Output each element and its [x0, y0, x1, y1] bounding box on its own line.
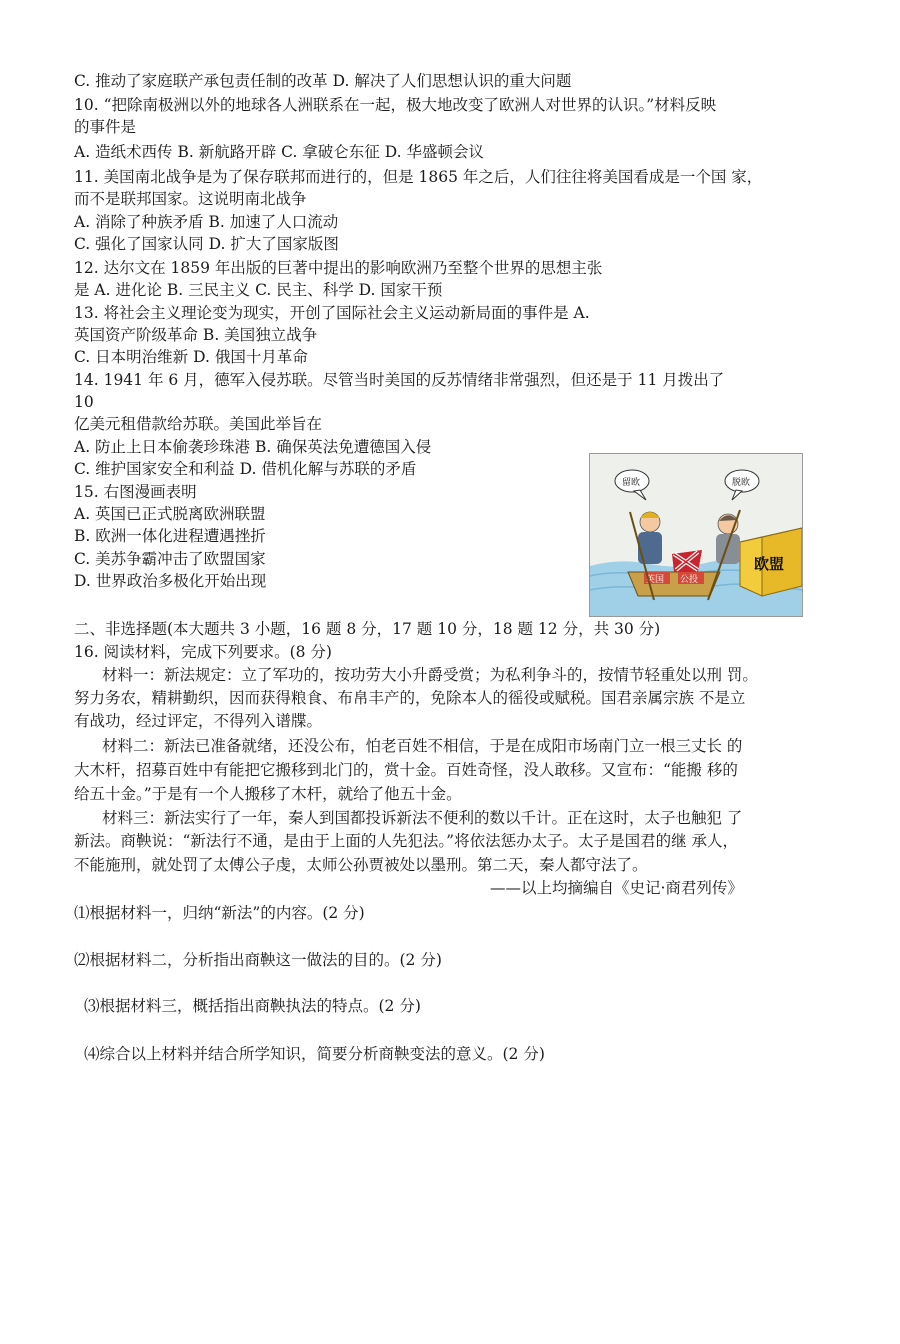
- q13-options-ab: 英国资产阶级革命 B. 美国独立战争: [74, 326, 318, 344]
- q15-option-d: D. 世界政治多极化开始出现: [74, 572, 267, 590]
- q11-options-ab: A. 消除了种族矛盾 B. 加速了人口流动: [74, 213, 339, 231]
- q11-stem-cont: 而不是联邦国家。这说明南北战争: [74, 190, 307, 208]
- section-2-heading: 二、非选择题(本大题共 3 小题，16 题 8 分，17 题 10 分，18 题 12 分，共 30 分): [74, 620, 661, 638]
- material-1-line-3: 有战功，经过评定，不得列入谱牒。: [74, 712, 323, 730]
- material-2-line-3: 给五十金。”于是有一个人搬移了木杆，就给了他五十金。: [74, 785, 462, 803]
- material-3-line-1: 材料三：新法实行了一年，秦人到国都投诉新法不便利的数以千计。正在这时，太子也触犯 了: [102, 809, 743, 827]
- q13-options-cd: C. 日本明治维新 D. 俄国十月革命: [74, 348, 308, 366]
- bubble-label-remain: 留欧: [622, 478, 641, 488]
- brexit-cartoon: [589, 453, 803, 617]
- q9-options-cd: C. 推动了家庭联产承包责任制的改革 D. 解决了人们思想认识的重大问题: [74, 72, 572, 90]
- q14-options-cd: C. 维护国家安全和利益 D. 借机化解与苏联的矛盾: [74, 460, 417, 478]
- q16-sub-1: ⑴根据材料一，归纳“新法”的内容。(2 分): [74, 904, 365, 922]
- material-2-line-1: 材料二：新法已准备就绪，还没公布，怕老百姓不相信，于是在成阳市场南门立一根三丈长 的: [102, 737, 743, 755]
- q16-sub-3: ⑶根据材料三，概括指出商鞅执法的特点。(2 分): [84, 997, 421, 1015]
- q14-stem: 14. 1941 年 6 月，德军入侵苏联。尽管当时美国的反苏情绪非常强烈，但还是于 11 月拨出了: [74, 371, 725, 389]
- material-1-line-2: 努力务农，精耕勤织，因而获得粮食、布帛丰产的，免除本人的徭役或赋税。国君亲属宗族 不是立: [74, 689, 746, 707]
- q15-option-a: A. 英国已正式脱离欧洲联盟: [74, 505, 266, 523]
- q16-sub-2: ⑵根据材料二，分析指出商鞅这一做法的目的。(2 分): [74, 951, 442, 969]
- material-1-line-1: 材料一：新法规定：立了军功的，按功劳大小升爵受赏；为私利争斗的，按情节轻重处以刑 罚。: [102, 666, 758, 684]
- boat-label-uk: 英国: [646, 575, 665, 585]
- q15-stem: 15. 右图漫画表明: [74, 483, 197, 501]
- q10-stem-cont: 的事件是: [74, 118, 137, 136]
- q11-options-cd: C. 强化了国家认同 D. 扩大了国家版图: [74, 235, 339, 253]
- boat-label-referendum: 公投: [680, 575, 699, 585]
- source-citation: ——以上均摘编自《史记·商君列传》: [490, 879, 743, 897]
- q11-stem: 11. 美国南北战争是为了保存联邦而进行的，但是 1865 年之后，人们往往将美国看成是一个国 家，: [74, 168, 763, 186]
- q15-option-c: C. 美苏争霸冲击了欧盟国家: [74, 550, 266, 568]
- q16-sub-4: ⑷综合以上材料并结合所学知识，简要分析商鞅变法的意义。(2 分): [84, 1045, 545, 1063]
- q10-stem: 10. “把除南极洲以外的地球各人洲联系在一起，极大地改变了欧洲人对世界的认识。”材料反映: [74, 96, 717, 114]
- material-2-line-2: 大木杆，招募百姓中有能把它搬移到北门的，赏十金。百姓奇怪，没人敢移。又宣布：“能搬 移的: [74, 761, 738, 779]
- q10-options: A. 造纸术西传 B. 新航路开辟 C. 拿破仑东征 D. 华盛顿会议: [74, 143, 484, 161]
- q12-options: 是 A. 进化论 B. 三民主义 C. 民主、科学 D. 国家干预: [74, 281, 443, 299]
- material-3-line-2: 新法。商鞅说：“新法行不通，是由于上面的人先犯法。”将依法惩办太子。太子是国君的继 承人，: [74, 832, 739, 850]
- material-3-line-3: 不能施刑，就处罚了太傅公子虔，太师公孙贾被处以墨刑。第二天，秦人都守法了。: [74, 856, 648, 874]
- q13-stem: 13. 将社会主义理论变为现实，开创了国际社会主义运动新局面的事件是 A.: [74, 304, 590, 322]
- eu-block-label: 欧盟: [754, 555, 785, 573]
- q15-option-b: B. 欧洲一体化进程遭遇挫折: [74, 527, 266, 545]
- q14-options-ab: A. 防止上日本偷袭珍珠港 B. 确保英法免遭德国入侵: [74, 438, 432, 456]
- q14-stem-number: 10: [74, 393, 94, 411]
- q14-stem-cont: 亿美元租借款给苏联。美国此举旨在: [74, 415, 323, 433]
- q12-stem: 12. 达尔文在 1859 年出版的巨著中提出的影响欧洲乃至整个世界的思想主张: [74, 259, 603, 277]
- q16-stem: 16. 阅读材料，完成下列要求。(8 分): [74, 643, 332, 661]
- bubble-label-leave: 脱欧: [732, 478, 751, 488]
